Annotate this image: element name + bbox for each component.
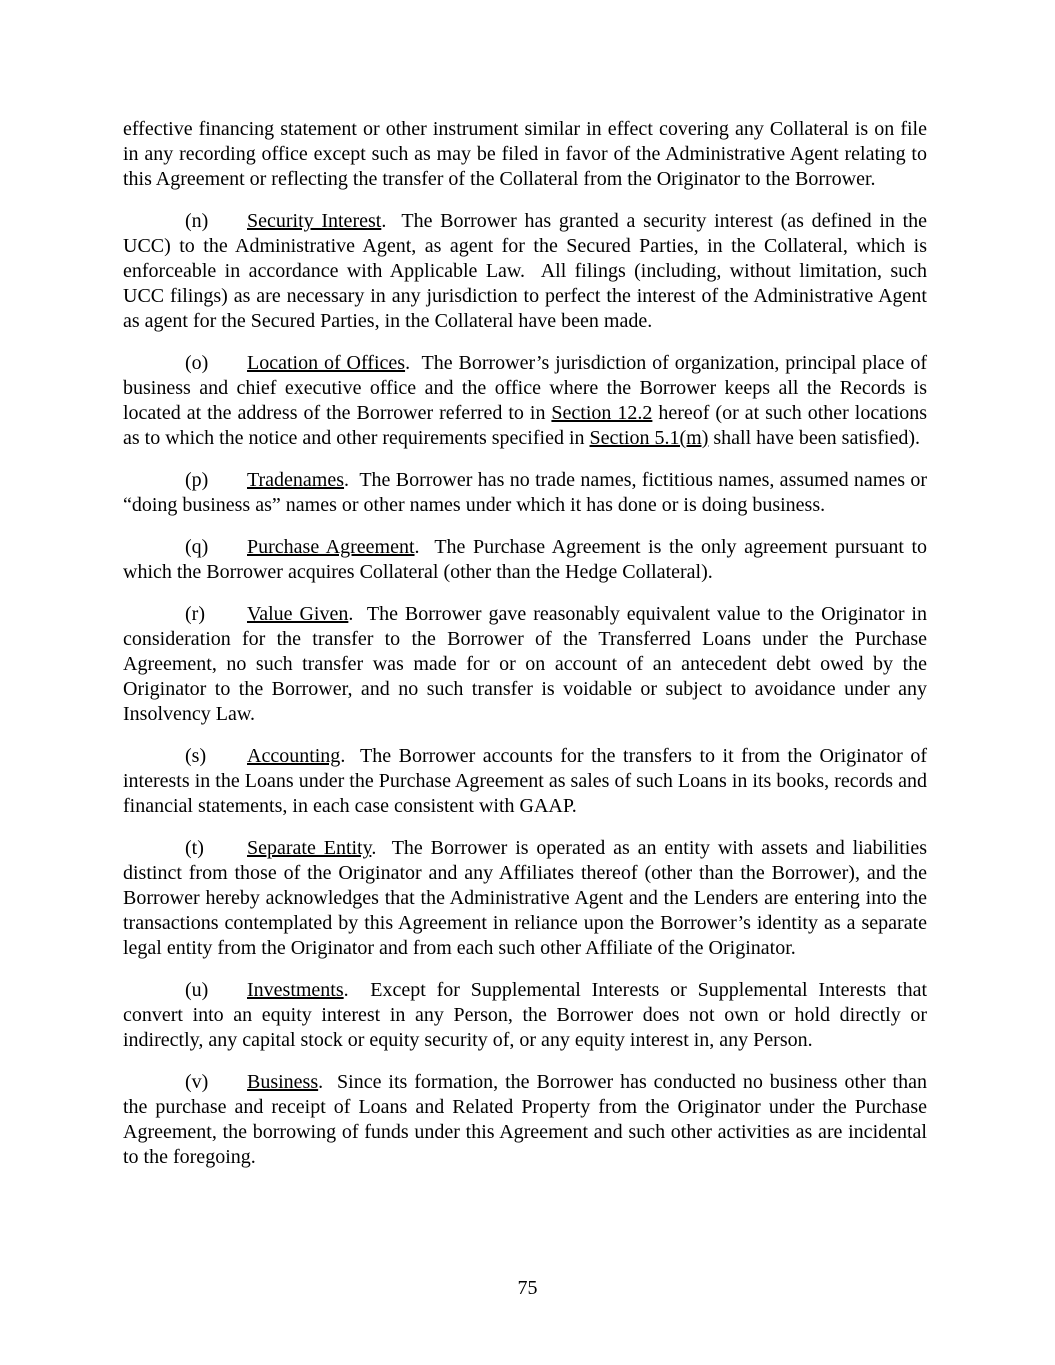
clause-label-wrap: [185, 978, 247, 1003]
clause-label: (s): [185, 745, 207, 767]
section-reference: Section 12.2: [551, 402, 653, 424]
clause-body-segment: . The Borrower’s jurisdiction of organization, principal place of business and chief executive office and the office where the Borrower keeps all the Records is located at the address of the Borrower referred to in: [123, 352, 927, 424]
clause-o: [123, 351, 927, 451]
clause-n: [123, 209, 927, 334]
clause-body: . The Borrower is operated as an entity with assets and liabilities distinct from those of the Originator and any Affiliates thereof (other than the Borrower), and the Borrower hereby acknowledges that the Administrative Agent and the Lenders are entering into the transactions contemplated by this Agreement in reliance upon the Borrower’s identity as a separate legal entity from the Originator and from each such other Affiliate of the Originator.: [123, 837, 927, 959]
clause-label-wrap: [185, 602, 247, 627]
clause-body-segment: shall have been satisfied).: [708, 427, 920, 449]
clause-body: . The Borrower accounts for the transfers to it from the Originator of interests in the Loans under the Purchase Agreement as sales of such Loans in its books, records and financial statements, in each case consistent with GAAP.: [123, 745, 927, 817]
clause-label-wrap: [185, 744, 247, 769]
clause-heading: Separate Entity: [247, 837, 372, 859]
clause-heading: Value Given: [247, 603, 349, 625]
clause-r: [123, 602, 927, 727]
clause-label: (v): [185, 1071, 209, 1093]
clause-u: [123, 978, 927, 1053]
paragraph-continuation: effective financing statement or other instrument similar in effect covering any Collateral is on file in any recording office except such as may be filed in favor of the Administrative Agent relating to this Agreement or reflecting the transfer of the Collateral from the Originator to the Borrower.: [123, 118, 927, 190]
clause-heading: Security Interest: [247, 210, 382, 232]
clause-heading: Accounting: [247, 745, 341, 767]
clause-body-segment: hereof (or at such other locations as to which the notice and other requirements specified in: [123, 402, 927, 449]
clause-body: . The Borrower has no trade names, fictitious names, assumed names or “doing business as” names or other names under which it has done or is doing business.: [123, 469, 927, 516]
clause-label-wrap: [185, 535, 247, 560]
clause-body: . The Borrower gave reasonably equivalent value to the Originator in consideration for the transfer to the Borrower of the Transferred Loans under the Purchase Agreement, no such transfer was made for or on account of an antecedent debt owed by the Originator to the Borrower, and no such transfer is voidable or subject to avoidance under any Insolvency Law.: [123, 603, 927, 725]
clause-body: . The Purchase Agreement is the only agreement pursuant to which the Borrower acquires Collateral (other than the Hedge Collateral).: [123, 536, 928, 583]
clause-t: [123, 836, 927, 961]
clause-body: . Except for Supplemental Interests or Supplemental Interests that convert into an equity interest in any Person, the Borrower does not own or hold directly or indirectly, any capital stock or equity security of, or any equity interest in, any Person.: [123, 979, 927, 1051]
clause-label: (p): [185, 469, 209, 491]
page-number: 75: [517, 1277, 538, 1299]
clause-heading: Business: [247, 1071, 319, 1093]
clause-p: [123, 468, 927, 518]
clause-label-wrap: [185, 351, 247, 376]
clause-label-wrap: [185, 209, 247, 234]
clause-heading: Purchase Agreement: [247, 536, 415, 558]
clause-label-wrap: [185, 1070, 247, 1095]
clause-heading: Tradenames: [247, 469, 345, 491]
clause-v: [123, 1070, 927, 1170]
clause-label: (t): [185, 837, 204, 859]
document-body: [123, 117, 927, 1187]
page-footer: [0, 1276, 1055, 1301]
clause-label: (n): [185, 210, 209, 232]
clause-body: . The Borrower has granted a security interest (as defined in the UCC) to the Administrative Agent, as agent for the Secured Parties, in the Collateral, which is enforceable in accordance with Applicable Law. All filings (including, without limitation, such UCC filings) as are necessary in any jurisdiction to perfect the interest of the Administrative Agent as agent for the Secured Parties, in the Collateral have been made.: [123, 210, 928, 332]
clause-heading: Investments: [247, 979, 344, 1001]
clause-label-wrap: [185, 468, 247, 493]
clause-s: [123, 744, 927, 819]
clause-label: (r): [185, 603, 205, 625]
clause-label-wrap: [185, 836, 247, 861]
section-reference: Section 5.1(m): [589, 427, 709, 449]
clause-label: (q): [185, 536, 209, 558]
clause-label: (u): [185, 979, 209, 1001]
clause-label: (o): [185, 352, 209, 374]
clause-body: . Since its formation, the Borrower has conducted no business other than the purchase and receipt of Loans and Related Property from the Originator under the Purchase Agreement, the borrowing of funds under this Agreement and such other activities as are incidental to the foregoing.: [123, 1071, 927, 1168]
clause-q: [123, 535, 927, 585]
clause-heading: Location of Offices: [247, 352, 406, 374]
